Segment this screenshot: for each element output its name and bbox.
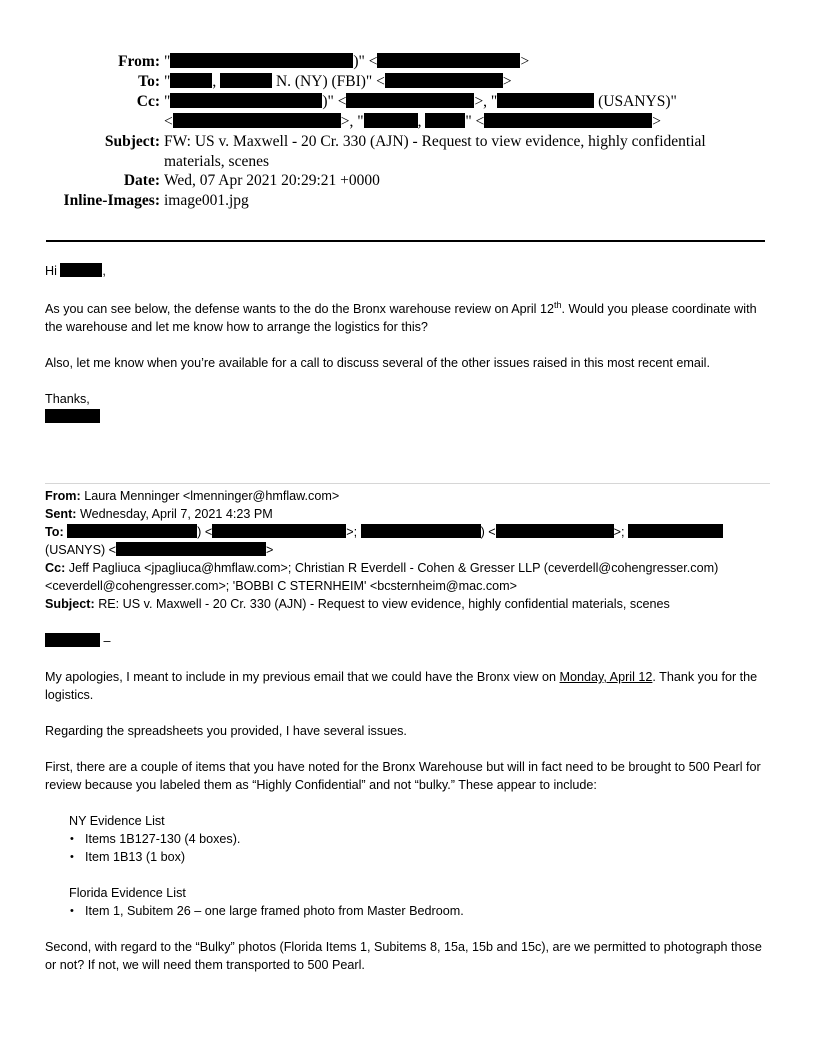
salutation — [45, 632, 775, 650]
paragraph-text: As you can see below, the defense wants to the do the Bronx warehouse review on April 12 — [45, 302, 554, 316]
date-label: Date: — [123, 172, 160, 189]
inline-images-label: Inline-Images: — [63, 192, 160, 209]
redaction-block — [212, 524, 346, 538]
paragraph: First, there are a couple of items that you have noted for the Bronx Warehouse but will in fact need to be brought to 500 Pearl for review because you labeled them as “Highly Confidential” and not “bulky.” These appear to include: — [45, 760, 761, 792]
paragraph — [45, 668, 775, 704]
redaction-block — [45, 409, 100, 423]
signoff: Thanks, — [45, 392, 90, 406]
cc-value-continued — [164, 112, 661, 132]
redaction-block — [173, 113, 341, 128]
inline-images-value: image001.jpg — [164, 192, 249, 209]
to-part: >; — [346, 525, 358, 539]
header-subject-row-2 — [0, 152, 816, 171]
redaction-block — [116, 542, 266, 556]
redaction-block — [496, 524, 614, 538]
header-cc-row — [0, 92, 816, 112]
forward-divider — [45, 483, 770, 484]
redaction-block — [425, 113, 465, 128]
sent-label: Sent: — [45, 507, 77, 521]
subject-label: Subject: — [45, 597, 95, 611]
underlined-date: Monday, April 12 — [559, 670, 653, 684]
forwarded-cc — [45, 559, 775, 577]
list-item: • Item 1, Subitem 26 – one large framed photo from Master Bedroom. — [85, 902, 775, 920]
from-label: From: — [118, 53, 160, 70]
forwarded-to-continued — [45, 541, 775, 559]
cc-part: " < — [465, 113, 485, 130]
subject-value-continued: materials, scenes — [164, 153, 270, 170]
list-item: • Item 1B13 (1 box) — [85, 848, 775, 866]
signature — [45, 408, 775, 426]
to-part: " — [164, 73, 171, 90]
cc-part: > — [652, 113, 662, 130]
redaction-block — [628, 524, 723, 538]
date-value: Wed, 07 Apr 2021 20:29:21 +0000 — [164, 172, 380, 189]
cc-part: >, " — [340, 113, 364, 130]
forwarded-to — [45, 523, 775, 541]
from-value — [164, 52, 529, 72]
message-body — [45, 262, 775, 426]
paragraph-text: . Thank you for the logistics. — [45, 670, 758, 702]
redaction-block — [45, 633, 100, 647]
header-to-row — [0, 72, 816, 92]
to-part: ) < — [197, 525, 213, 539]
to-label: To: — [45, 525, 64, 539]
header-cc-row-2 — [0, 112, 816, 132]
cc-part: " — [164, 93, 171, 110]
header-from-row — [0, 52, 816, 72]
header-date-row — [0, 171, 816, 191]
florida-evidence-heading: Florida Evidence List — [69, 886, 186, 900]
redaction-block — [484, 113, 652, 128]
superscript: th — [553, 299, 562, 310]
cc-part: (USANYS)" — [598, 93, 677, 110]
to-part: (USANYS) < — [45, 543, 117, 557]
to-part: > — [266, 543, 274, 557]
redaction-block — [385, 73, 503, 88]
redaction-block — [60, 263, 102, 277]
redaction-block — [346, 93, 474, 108]
subject-value: RE: US v. Maxwell - 20 Cr. 330 (AJN) - Request to view evidence, highly confidential materials, scenes — [98, 597, 670, 611]
forwarded-subject — [45, 595, 775, 613]
forwarded-from — [45, 487, 775, 505]
florida-evidence-list — [45, 902, 775, 920]
to-part: , — [212, 73, 217, 90]
email-header — [0, 52, 816, 211]
redaction-block — [497, 93, 594, 108]
paragraph: Second, with regard to the “Bulky” photos (Florida Items 1, Subitems 8, 15a, 15b and 15c), are we permitted to photograph those or not? If not, we will need them transported to 500 Pearl. — [45, 940, 762, 972]
from-value: Laura Menninger <lmenninger@hmflaw.com> — [84, 489, 340, 503]
redaction-block — [170, 53, 353, 68]
sent-value: Wednesday, April 7, 2021 4:23 PM — [79, 507, 273, 521]
paragraph-text: . Would you please coordinate with the warehouse and let me know how to arrange the logistics for this? — [45, 302, 757, 334]
subject-label: Subject: — [104, 133, 160, 150]
forwarded-header — [45, 487, 775, 613]
redaction-block — [361, 524, 481, 538]
from-part: > — [520, 53, 530, 70]
redaction-block — [220, 73, 272, 88]
forwarded-body — [45, 632, 775, 974]
cc-part: < — [164, 113, 173, 130]
forwarded-cc-continued: <ceverdell@cohengresser.com>; 'BOBBI C STERNHEIM' <bcsternheim@mac.com> — [45, 579, 518, 593]
cc-value — [164, 92, 677, 112]
cc-label: Cc: — [136, 93, 160, 110]
redaction-block — [364, 113, 418, 128]
from-label: From: — [45, 489, 81, 503]
subject-value: FW: US v. Maxwell - 20 Cr. 330 (AJN) - Request to view evidence, highly confidential — [164, 133, 706, 150]
cc-value: Jeff Pagliuca <jpagliuca@hmflaw.com>; Christian R Everdell - Cohen & Gresser LLP (ceverdell@cohengresser.com) — [68, 561, 719, 575]
header-divider — [46, 240, 765, 242]
to-part: N. (NY) (FBI)" < — [275, 73, 385, 90]
to-part: > — [502, 73, 512, 90]
redaction-block — [170, 93, 322, 108]
salutation-suffix: – — [103, 634, 111, 648]
greeting-suffix: , — [102, 264, 106, 278]
list-item: • Items 1B127-130 (4 boxes). — [85, 830, 775, 848]
greeting — [45, 262, 775, 280]
redaction-block — [170, 73, 212, 88]
to-part: ) < — [480, 525, 496, 539]
to-label: To: — [138, 73, 160, 90]
to-value — [164, 72, 512, 92]
from-part: )" < — [353, 53, 378, 70]
ny-evidence-heading: NY Evidence List — [69, 814, 165, 828]
ny-evidence-list — [45, 830, 775, 866]
cc-part: >, " — [474, 93, 498, 110]
paragraph-text: My apologies, I meant to include in my previous email that we could have the Bronx view on — [45, 670, 560, 684]
header-images-row — [0, 191, 816, 211]
cc-label: Cc: — [45, 561, 66, 575]
redaction-block — [67, 524, 197, 538]
redaction-block — [377, 53, 520, 68]
greeting-text: Hi — [45, 264, 57, 278]
paragraph: Also, let me know when you’re available for a call to discuss several of the other issues raised in this most recent email. — [45, 356, 710, 370]
paragraph: Regarding the spreadsheets you provided, I have several issues. — [45, 724, 407, 738]
header-subject-row — [0, 132, 816, 152]
forwarded-sent — [45, 505, 775, 523]
cc-part: )" < — [322, 93, 347, 110]
cc-part: , — [417, 113, 422, 130]
to-part: >; — [613, 525, 625, 539]
from-part: " — [164, 53, 171, 70]
paragraph — [45, 300, 775, 336]
